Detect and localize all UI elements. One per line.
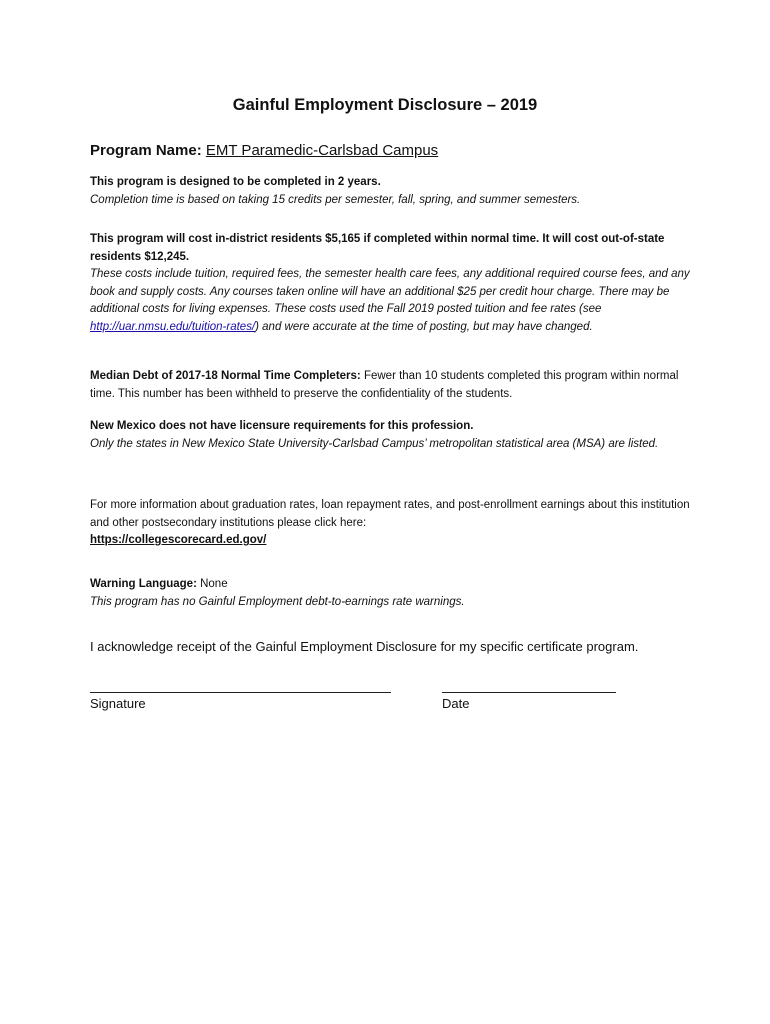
document-title: Gainful Employment Disclosure – 2019 [232, 96, 538, 114]
cost-note [90, 266, 690, 336]
program-name-label: Program Name: [90, 142, 202, 159]
warning-label: Warning Language: [90, 578, 197, 590]
college-scorecard-link[interactable]: https://collegescorecard.ed.gov/ [90, 534, 267, 546]
program-name [90, 142, 438, 159]
date-label: Date [442, 696, 470, 711]
warning-section [90, 576, 690, 611]
signature-line[interactable] [90, 692, 391, 693]
debt-label: Median Debt of 2017-18 Normal Time Completers: [90, 370, 361, 382]
debt-text: Fewer than 10 students completed this program within normal time. This number has been withheld to preserve the confidentiality of the students. [90, 370, 679, 400]
date-line[interactable] [442, 692, 616, 693]
more-info-section [90, 497, 690, 550]
acknowledgement-text: I acknowledge receipt of the Gainful Employment Disclosure for my specific certificate program. [90, 639, 639, 654]
warning-note: This program has no Gainful Employment debt-to-earnings rate warnings. [90, 595, 465, 608]
debt-section [90, 368, 690, 403]
warning-value: None [196, 578, 228, 590]
signature-label: Signature [90, 696, 146, 711]
cost-section [90, 231, 690, 336]
cost-note-text: These costs include tuition, required fees, the semester health care fees, any additional required course fees, and any book and supply costs. Any courses taken online will have an additional $25 per credit hour charge. There may be additional costs for living expenses. These costs used the Fall 2019 posted tuition and fee rates (see [90, 268, 690, 315]
duration-section [90, 174, 690, 209]
duration-note: Completion time is based on taking 15 credits per semester, fall, spring, and summer semesters. [90, 193, 581, 206]
cost-note-tail: ) and were accurate at the time of posting, but may have changed. [255, 320, 593, 333]
licensure-note: Only the states in New Mexico State University-Carlsbad Campus’ metropolitan statistical area (MSA) are listed. [90, 437, 659, 450]
licensure-heading: New Mexico does not have licensure requirements for this profession. [90, 420, 474, 432]
cost-heading: This program will cost in-district residents $5,165 if completed within normal time. It will cost out-of-state residents $12,245. [90, 233, 665, 263]
more-info-text: For more information about graduation rates, loan repayment rates, and post-enrollment earnings about this institution and other postsecondary institutions please click here: [90, 499, 690, 529]
duration-heading: This program is designed to be completed in 2 years. [90, 176, 381, 188]
program-name-value: EMT Paramedic-Carlsbad Campus [205, 142, 439, 159]
tuition-rates-link[interactable]: http://uar.nmsu.edu/tuition-rates/ [90, 320, 256, 333]
licensure-section [90, 418, 690, 453]
